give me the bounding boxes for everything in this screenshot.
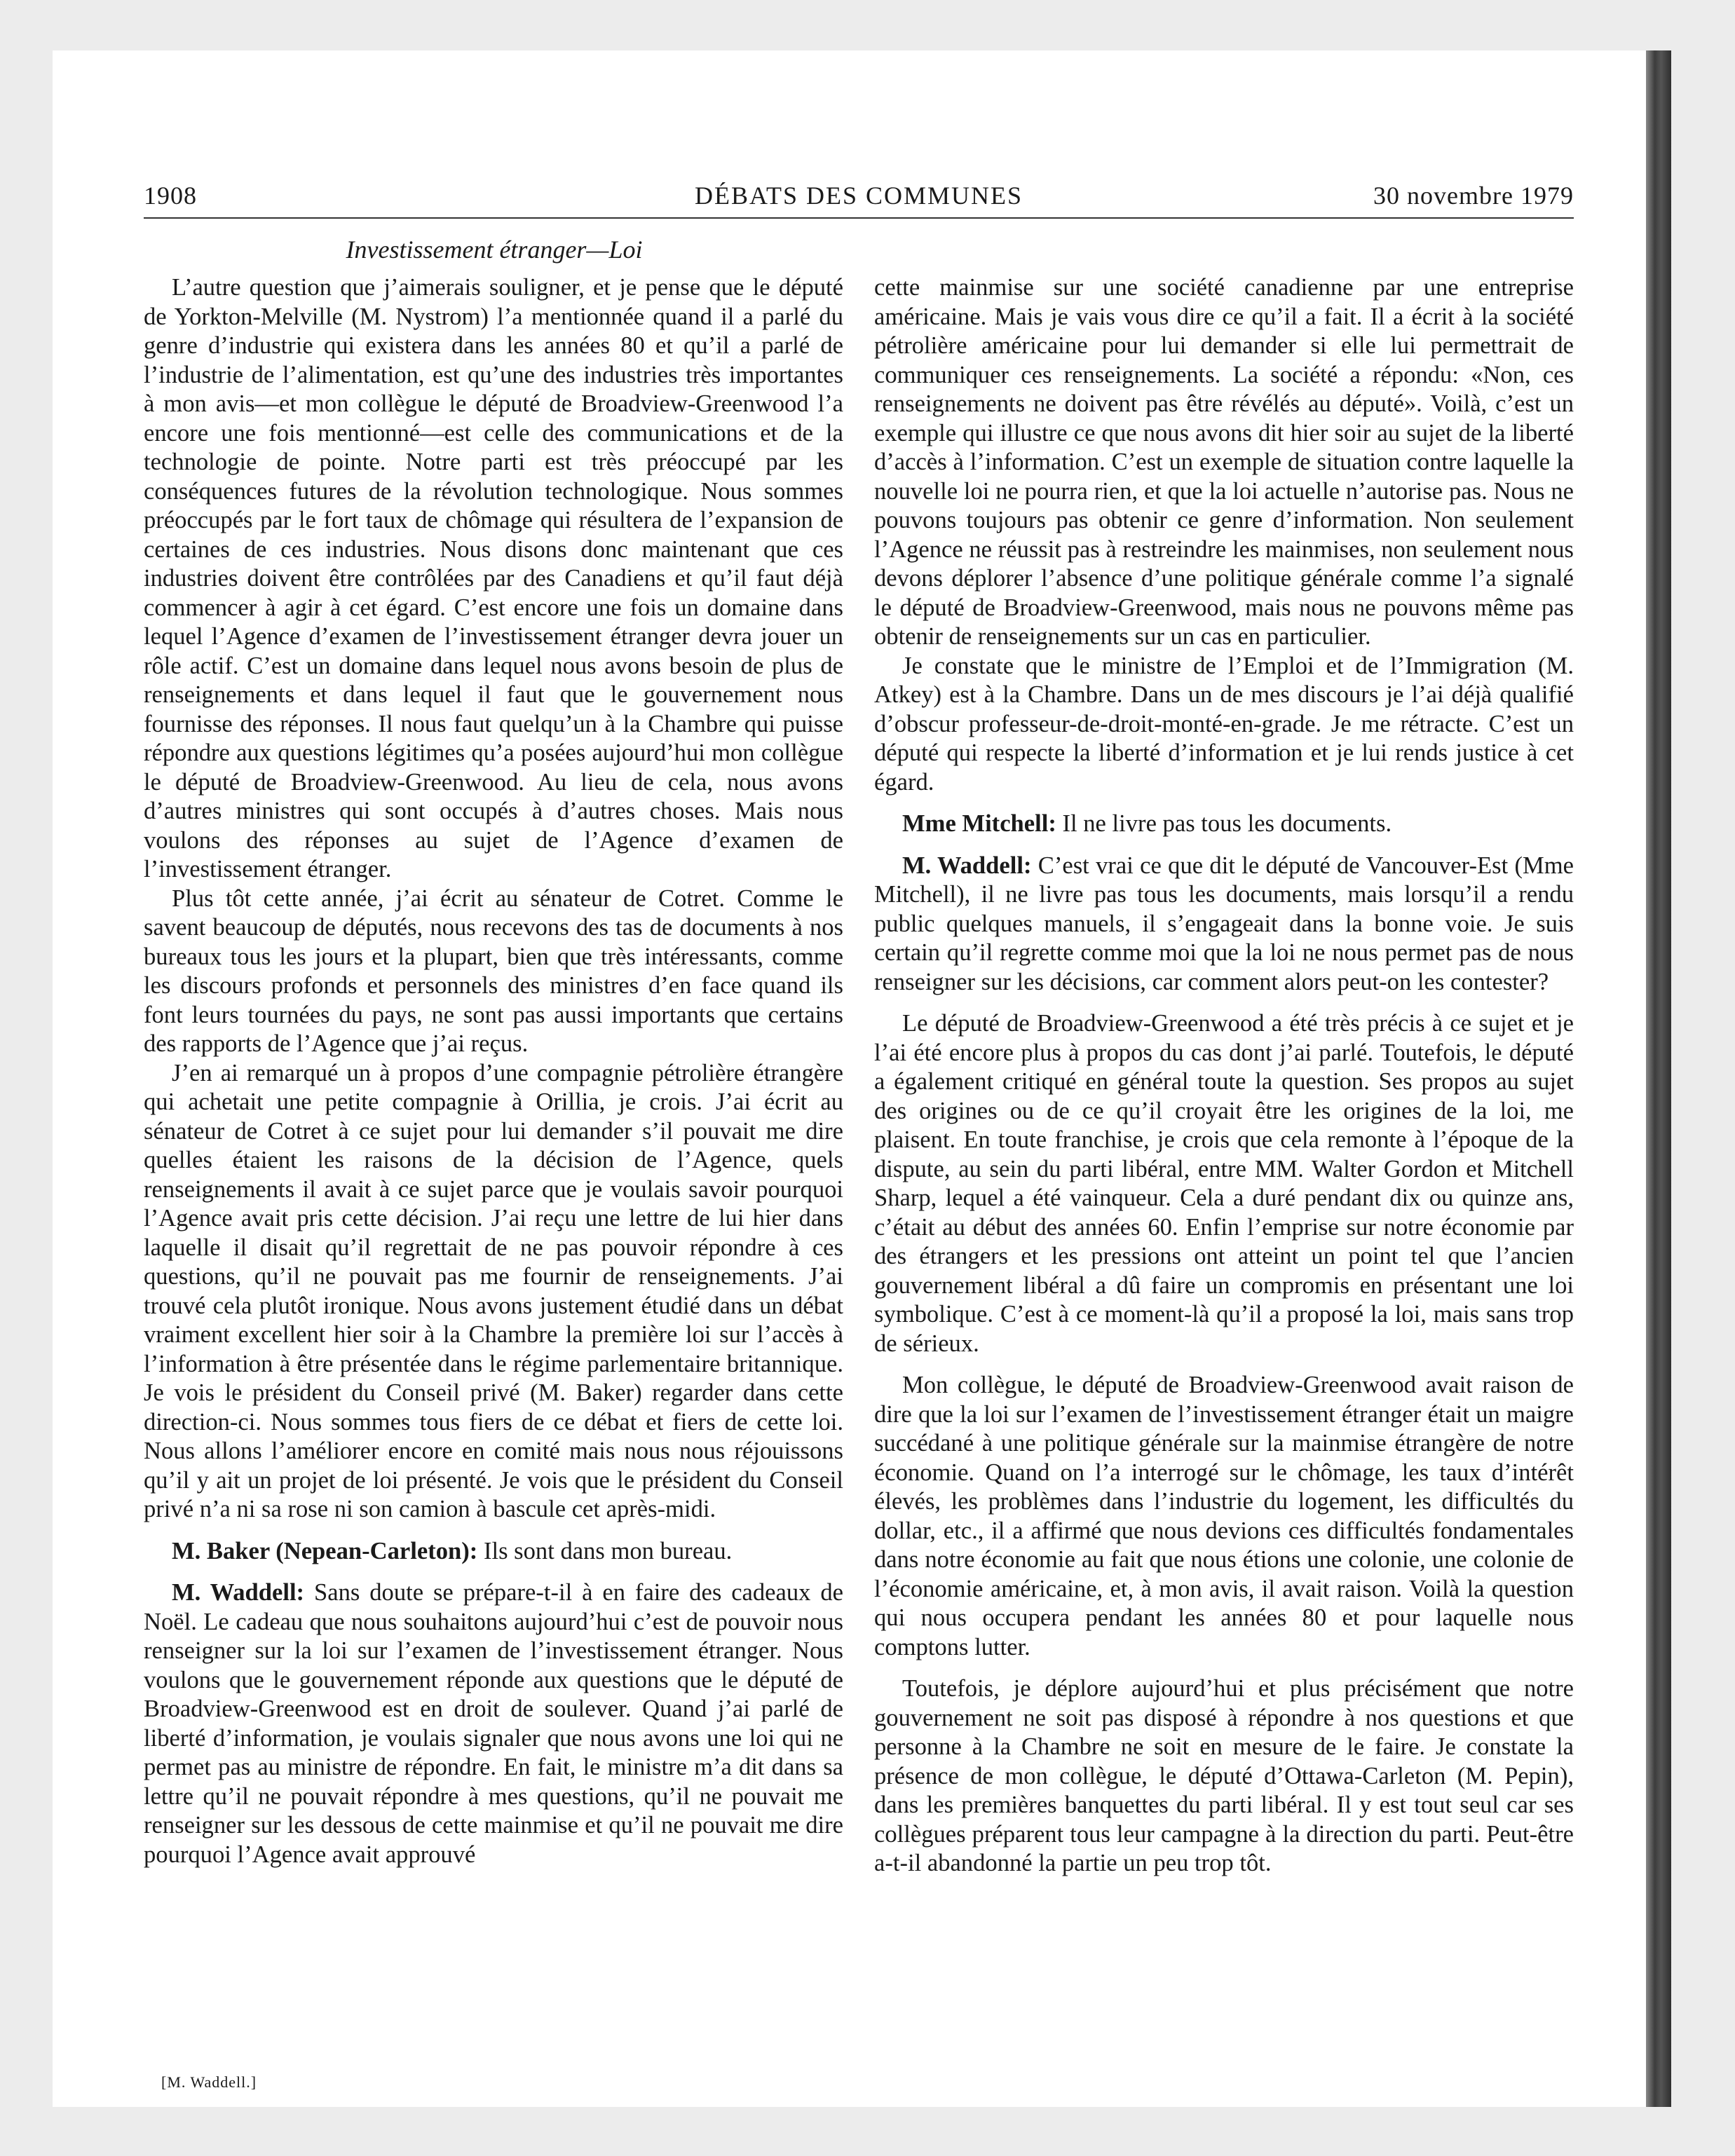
speech-waddell bbox=[874, 852, 1574, 997]
speaker-name: Mme Mitchell: bbox=[902, 810, 1056, 837]
paragraph: Je constate que le ministre de l’Emploi et de l’Immigration (M. Atkey) est à la Chambre. Dans un de mes discours je l’ai déjà qualifié d’obscur professeur-de-droit-monté-en-grade. Je me rétracte. C’est un député qui respecte la liberté d’information et je lui rends justice à cet égard. bbox=[874, 652, 1574, 796]
paragraph: Toutefois, je déplore aujourd’hui et plus précisément que notre gouvernement ne soit pas disposé à répondre à nos questions et que personne à la Chambre ne soit en mesure de le faire. Je constate la présence de mon collègue, le député d’Ottawa-Carleton (M. Pepin), dans les premières banquettes du parti libéral. Il y est tout seul car ses collègues préparent tous leur campagne à la direction du parti. Peut-être a-t-il abandonné la partie un peu trop tôt. bbox=[874, 1675, 1574, 1876]
paragraph: cette mainmise sur une société canadienne par une entreprise américaine. Mais je vais vous dire ce qu’il a fait. Il a écrit à la société pétrolière américaine pour lui demander si elle lui permettrait de communiquer ces renseignements. La société a répondu: «Non, ces renseignements ne doivent pas être révélés au député». Voilà, c’est un exemple qui illustre ce que nous avons dit hier soir au sujet de la liberté d’accès à l’information. C’est un exemple de situation contre laquelle la nouvelle loi ne pourra rien, et que la loi actuelle n’autorise pas. Nous ne pouvons toujours pas obtenir ce genre d’information. Non seulement l’Agence ne réussit pas à restreindre les mainmises, non seulement nous devons déplorer l’absence d’une politique générale comme l’a signalé le député de Broadview-Greenwood, mais nous ne pouvons même pas obtenir de renseignements sur un cas en particulier. bbox=[874, 274, 1574, 650]
header-date: 30 novembre 1979 bbox=[1373, 182, 1574, 210]
speech-baker bbox=[144, 1537, 843, 1567]
speech-text: Il ne livre pas tous les documents. bbox=[1056, 810, 1392, 837]
page-header bbox=[144, 181, 1574, 219]
paragraph: L’autre question que j’aimerais souligner, et je pense que le député de Yorkton-Melville (M. Nystrom) l’a mentionnée quand il a parlé du genre d’industrie qui existera dans les années 80 et qu’il a parlé de l’industrie de l’alimentation, est qu’une des industries très importantes à mon avis—et mon collègue le député de Broadview-Greenwood l’a encore une fois mentionné—est celle des communications et de la technologie de pointe. Notre parti est très préoccupé par les conséquences futures de la révolution technologique. Nous sommes préoccupés par le fort taux de chômage qui résultera de l’expansion de certaines de ces industries. Nous disons donc maintenant que ces industries doivent être contrôlées par des Canadiens et qu’il faut déjà commencer à agir à cet égard. C’est encore une fois un domaine dans lequel l’Agence d’examen de l’investissement étranger devra jouer un rôle actif. C’est un domaine dans lequel nous avons besoin de plus de renseignements et dans lequel il faut que le gouvernement nous fournisse des réponses. Il nous faut quelqu’un à la Chambre qui puisse répondre aux questions légitimes qu’a posées aujourd’hui mon collègue le député de Broadview-Greenwood. Au lieu de cela, nous avons d’autres ministres qui sont occupés à d’autres choses. Mais nous voulons des réponses au sujet de l’Agence d’examen de l’investissement étranger. bbox=[144, 274, 843, 882]
speaker-name: M. Baker (Nepean-Carleton): bbox=[172, 1537, 478, 1564]
speech-mitchell bbox=[874, 810, 1574, 839]
speaker-tag: [M. Waddell.] bbox=[161, 2073, 257, 2091]
speaker-name: M. Waddell: bbox=[902, 852, 1032, 879]
paragraph: Le député de Broadview-Greenwood a été très précis à ce sujet et je l’ai été encore plus à propos du cas dont j’ai parlé. Toutefois, le député a également critiqué en général toute la question. Ses propos au sujet des origines ou de ce qu’il croyait être les origines de la loi, me plaisent. En toute franchise, je crois que cela remonte à l’époque de la dispute, au sein du parti libéral, entre MM. Walter Gordon et Mitchell Sharp, lequel a été vainqueur. Cela a duré pendant dix ou quinze ans, c’était au début des années 60. Enfin l’emprise sur notre économie par des étrangers et les pressions ont atteint un point tel que l’ancien gouvernement libéral a dû faire un compromis en présentant une loi symbolique. C’est à ce moment-là qu’il a proposé la loi, mais sans trop de sérieux. bbox=[874, 1010, 1574, 1357]
running-head: Investissement étranger—Loi bbox=[346, 236, 643, 264]
speech-text: Sans doute se prépare-t-il à en faire des cadeaux de Noël. Le cadeau que nous souhaitons aujourd’hui c’est de pouvoir nous renseigner sur la loi sur l’examen de l’investissement étranger. Nous voulons que le gouvernement réponde aux questions que le député de Broadview-Greenwood est en droit de soulever. Quand j’ai parlé de liberté d’information, je voulais signaler que nous avons une loi qui ne permet pas au ministre de répondre. En fait, le ministre m’a dit dans sa lettre qu’il ne pouvait répondre à mes questions, qu’il ne pouvait me renseigner sur les dessous de cette mainmise et qu’il ne pouvait me dire pourquoi l’Agence avait approuvé bbox=[144, 1579, 844, 1868]
speech-waddell bbox=[144, 1578, 843, 1869]
page-number: 1908 bbox=[144, 182, 197, 210]
speech-text: C’est vrai ce que dit le député de Vancouver-Est (Mme Mitchell), il ne livre pas tous les documents, mais lorsqu’il a rendu public quelques manuels, il s’engageait dans la bonne voie. Je suis certain qu’il regrette comme moi que la loi ne nous permet pas de nous renseigner sur les décisions, car comment alors peut-on les contester? bbox=[874, 852, 1574, 995]
publication-title: DÉBATS DES COMMUNES bbox=[694, 182, 1023, 210]
right-column bbox=[874, 273, 1574, 1878]
speaker-name: M. Waddell: bbox=[172, 1579, 305, 1606]
left-column bbox=[144, 273, 843, 1869]
paragraph: Mon collègue, le député de Broadview-Greenwood avait raison de dire que la loi sur l’examen de l’investissement étranger était un maigre succédané à une politique générale sur la mainmise étrangère de notre économie. Quand on l’a interrogé sur le chômage, les taux d’intérêt élevés, les problèmes dans l’industrie du logement, les difficultés du dollar, etc., il a affirmé que nous devions ces difficultés fondamentales dans notre économie au fait que nous étions une colonie, une colonie de l’économie américaine, et, à mon avis, il avait raison. Voilà la question qui nous occupera pendant les années 80 et pour laquelle nous comptons lutter. bbox=[874, 1372, 1574, 1660]
scan-edge bbox=[1646, 50, 1671, 2107]
paragraph: Plus tôt cette année, j’ai écrit au sénateur de Cotret. Comme le savent beaucoup de députés, nous recevons des tas de documents à nos bureaux tous les jours et la plupart, bien que très intéressants, comme les discours profonds et personnels des ministres d’en face quand ils font leurs tournées du pays, ne sont pas aussi importants que certains des rapports de l’Agence que j’ai reçus. bbox=[144, 885, 843, 1057]
speech-text: Ils sont dans mon bureau. bbox=[477, 1537, 733, 1564]
paragraph: J’en ai remarqué un à propos d’une compagnie pétrolière étrangère qui achetait une petite compagnie à Orillia, je crois. J’ai écrit au sénateur de Cotret à ce sujet pour lui demander s’il pouvait me dire quelles étaient les raisons de la décision de l’Agence, quels renseignements il avait à ce sujet parce que je voulais savoir pourquoi l’Agence avait pris cette décision. J’ai reçu une lettre de lui hier dans laquelle il disait qu’il regrettait de ne pas pouvoir répondre à ces questions, qu’il ne pouvait pas me fournir de renseignements. J’ai trouvé cela plutôt ironique. Nous avons justement étudié dans un débat vraiment excellent hier soir à la Chambre la première loi sur l’accès à l’information à être présentée dans le régime parlementaire britannique. Je vois le président du Conseil privé (M. Baker) regarder dans cette direction-ci. Nous sommes tous fiers de ce débat et fiers de cette loi. Nous allons l’améliorer encore en comité mais nous nous réjouissons qu’il y ait un projet de loi présenté. Je vois que le président du Conseil privé n’a ni sa rose ni son camion à bascule cet après-midi. bbox=[144, 1059, 843, 1522]
